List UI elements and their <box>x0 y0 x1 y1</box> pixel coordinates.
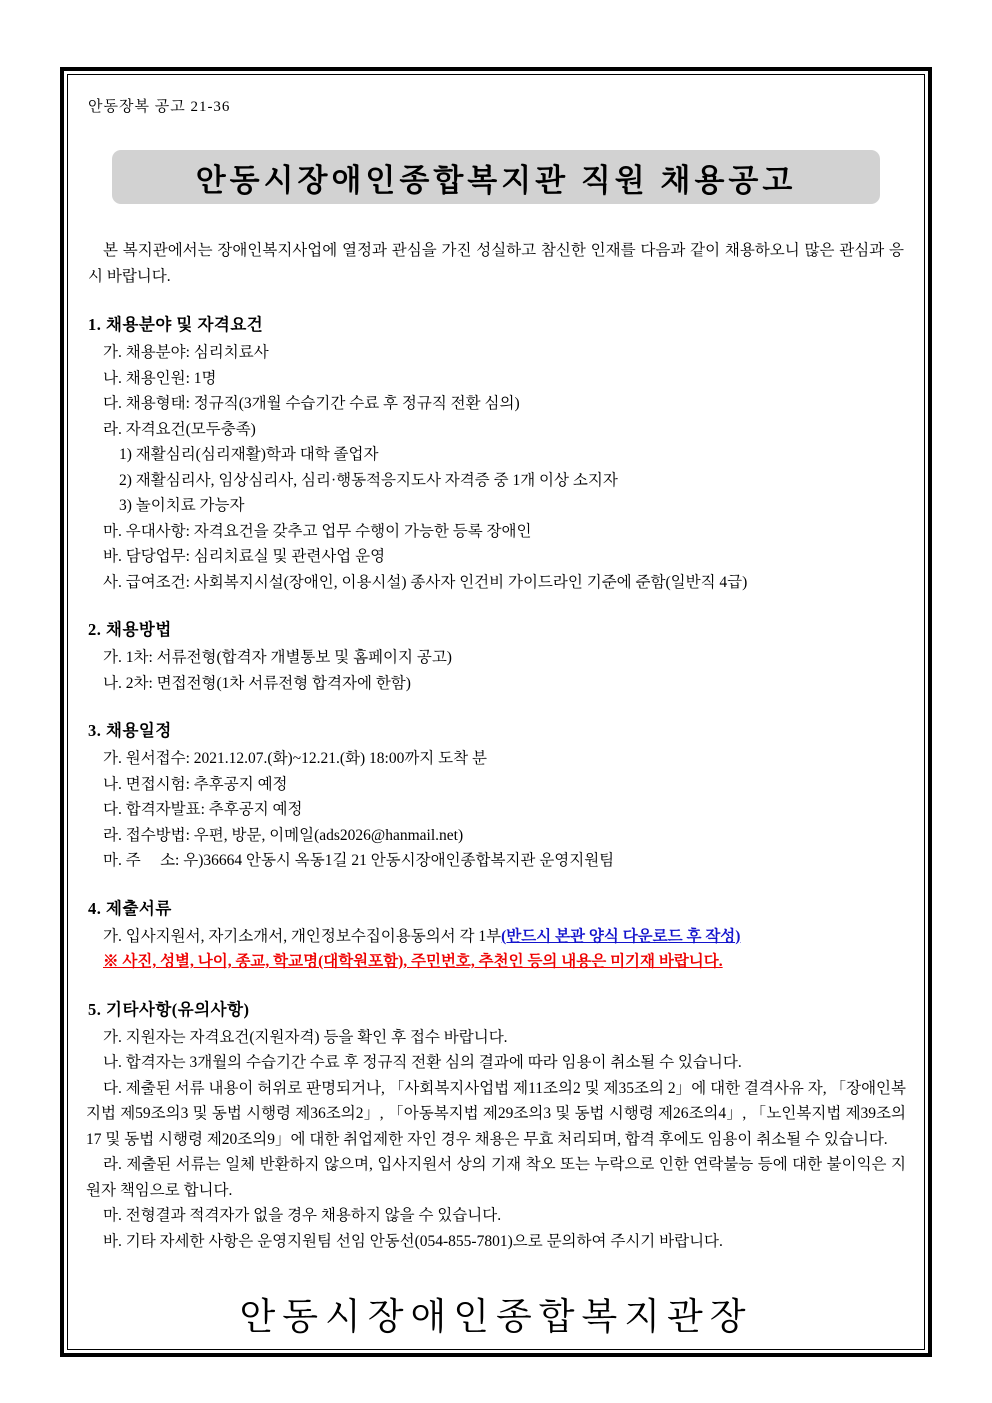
list-item: 사. 급여조건: 사회복지시설(장애인, 이용시설) 종사자 인건비 가이드라인 기준에 준함(일반직 4급) <box>103 573 748 591</box>
list-item: 가. 채용분야: 심리치료사 <box>103 344 269 361</box>
list-item: 다. 제출된 서류 내용이 허위로 판명되거나, 「사회복지사업법 제11조의2 및 제35조의 2」에 대한 결격사유 자, 「장애인복지법 제59조의3 및 동법 시행령 제36조의2」, 「아동복지법 제29조의3 및 동법 시행령 제26조의4」, 「노인복지법 제39조의17 및 동법 시행령 제20조의9」에 대한 취업제한 자인 경우 채용은 무효 처리되며, 합격 후에도 임용이 취소될 수 있습니다. <box>86 1079 906 1148</box>
title-banner <box>112 150 880 204</box>
list-item: 마. 우대사항: 자격요건을 갖추고 업무 수행이 가능한 등록 장애인 <box>103 522 532 540</box>
signature-title: 안동시장애인종합복지관장 <box>239 1297 753 1338</box>
list-item: 나. 2차: 면접전형(1차 서류전형 합격자에 한함) <box>103 674 411 692</box>
doc-number: 안동장복 공고 21-36 <box>88 99 231 115</box>
list-subitem: 3) 놀이치료 가능자 <box>119 497 245 514</box>
list-item: 가. 원서접수: 2021.12.07.(화)~12.21.(화) 18:00까지 도착 분 <box>103 750 487 767</box>
section-5-heading: 5. 기타사항(유의사항) <box>88 999 250 1019</box>
section-recruit-schedule <box>84 717 908 874</box>
documents-item-highlight: (반드시 본관 양식 다운로드 후 작성) <box>501 927 741 945</box>
list-item: 마. 전형결과 적격자가 없을 경우 채용하지 않을 수 있습니다. <box>103 1207 502 1224</box>
list-item: 다. 합격자발표: 추후공지 예정 <box>103 801 303 818</box>
list-item: 가. 1차: 서류전형(합격자 개별통보 및 홈페이지 공고) <box>103 649 452 666</box>
list-item: 바. 담당업무: 심리치료실 및 관련사업 운영 <box>103 548 386 565</box>
list-item: 마. 주 소: 우)36664 안동시 옥동1길 21 안동시장애인종합복지관 운영지원팀 <box>103 852 615 869</box>
list-subitem: 2) 재활심리사, 임상심리사, 심리·행동적응지도사 자격증 중 1개 이상 소지자 <box>119 471 618 489</box>
section-recruit-field <box>84 311 908 595</box>
list-item: 라. 제출된 서류는 일체 반환하지 않으며, 입사지원서 상의 기재 착오 또는 누락으로 인한 연락불능 등에 대한 불이익은 지원자 책임으로 합니다. <box>86 1156 906 1199</box>
page-title: 안동시장애인종합복지관 직원 채용공고 <box>195 162 797 198</box>
section-other-notes <box>84 996 908 1255</box>
documents-item-text: 가. 입사지원서, 자기소개서, 개인정보수집이용동의서 각 1부 <box>103 927 502 945</box>
section-documents <box>84 895 908 975</box>
list-item: 나. 면접시험: 추후공지 예정 <box>103 775 288 793</box>
section-4-heading: 4. 제출서류 <box>88 898 172 918</box>
list-subitem: 1) 재활심리(심리재활)학과 대학 졸업자 <box>119 446 379 463</box>
list-item <box>86 924 906 950</box>
section-2-heading: 2. 채용방법 <box>88 620 172 639</box>
list-item: 라. 접수방법: 우편, 방문, 이메일(ads2026@hanmail.net) <box>103 826 464 844</box>
list-item: 라. 자격요건(모두충족) <box>103 420 256 438</box>
list-item: 나. 채용인원: 1명 <box>103 369 217 387</box>
page-border <box>60 67 932 1357</box>
section-1-heading: 1. 채용분야 및 자격요건 <box>88 315 264 334</box>
list-item: 가. 지원자는 자격요건(지원자격) 등을 확인 후 접수 바랍니다. <box>103 1028 508 1046</box>
intro-paragraph: 본 복지관에서는 장애인복지사업에 열정과 관심을 가진 성실하고 참신한 인재를 다음과 같이 채용하오니 많은 관심과 응시 바랍니다. <box>88 242 904 285</box>
documents-note: ※ 사진, 성별, 나이, 종교, 학교명(대학원포함), 주민번호, 추천인 등의 내용은 미기재 바랍니다. <box>103 953 723 970</box>
list-item: 다. 채용형태: 정규직(3개월 수습기간 수료 후 정규직 전환 심의) <box>103 395 520 412</box>
page-content <box>67 74 925 1350</box>
list-item: 바. 기타 자세한 사항은 운영지원팀 선임 안동선(054-855-7801)으로 문의하여 주시기 바랍니다. <box>103 1232 723 1250</box>
section-recruit-method <box>84 616 908 696</box>
list-item: 나. 합격자는 3개월의 수습기간 수료 후 정규직 전환 심의 결과에 따라 임용이 취소될 수 있습니다. <box>103 1054 742 1071</box>
section-3-heading: 3. 채용일정 <box>88 721 172 740</box>
